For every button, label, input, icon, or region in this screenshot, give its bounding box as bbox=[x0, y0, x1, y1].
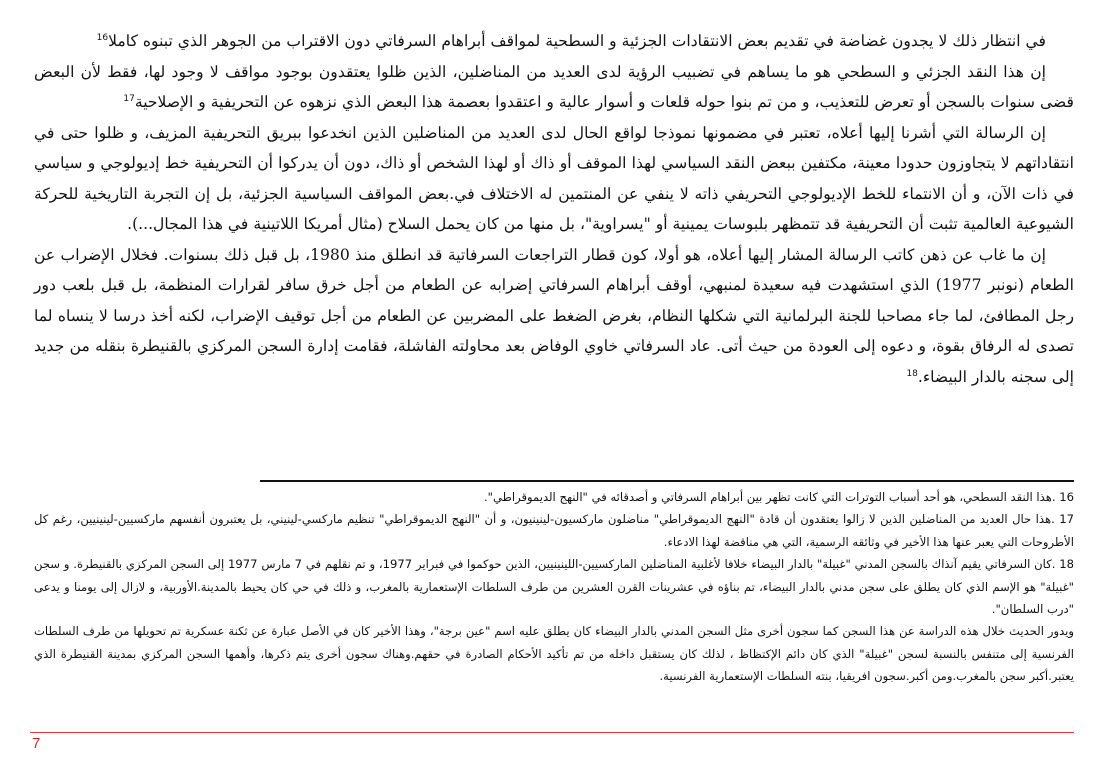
page-footer-rule bbox=[30, 732, 1074, 733]
footnote-18: 18 .كان السرفاتي يقيم آنذاك بالسجن المدني "غبيلة" بالدار البيضاء خلافا لأغلبية المناضلين الماركسيين-اللينينيين، الذين حوكموا في فبراير 1977، و تم نقلهم في 7 مارس 1977 إلى السجن المركزي بالقنيطرة. و سجن "غبيلة" هو الإسم الذي كان يطلق على سجن مدني بالدار البيضاء، تم بناؤه في عشرينات القرن العشرين من طرف السلطات الإستعمارية بالمغرب، و ذلك في حي كان يحيط بالمدينة.الأوربية، و لازال إلى يومنا و يدعى "درب السلطان". bbox=[34, 557, 1074, 617]
footnote-ref-17[interactable]: 17 bbox=[123, 93, 135, 104]
paragraph-text: إن هذا النقد الجزئي و السطحي هو ما يساهم في تضبيب الرؤية لدى العديد من المناضلين، الذين ظلوا يعتقدون بوجود مواقف لا وجود لها، فقط لأن البعض قضى سنوات بالسجن أو تعرض للتعذيب، و من تم بنوا حوله قلعات و أسوار عالية و اعتقدوا بعصمة هذا البعض الذي نزهوه عن التحريفية و الإصلاحية bbox=[34, 62, 1074, 111]
footnote-separator bbox=[260, 480, 1074, 482]
footnote-ref-18[interactable]: 18 bbox=[906, 368, 918, 379]
paragraph-3 bbox=[34, 118, 1074, 240]
paragraph-text: في انتظار ذلك لا يجدون غضاضة في تقديم بعض الانتقادات الجزئية و السطحية لمواقف أبراهام السرفاتي دون الاقتراب من الجوهر الذي تبنوه كاملا bbox=[108, 32, 1046, 50]
page-number: 7 bbox=[32, 735, 41, 752]
paragraph-2 bbox=[34, 57, 1074, 118]
paragraph-text: إن ما غاب عن ذهن كاتب الرسالة المشار إليها أعلاه، هو أولا، كون قطار التراجعات السرفاتية قد انطلق منذ 1980، بل قبل ذلك بسنوات. فخلال الإضراب عن الطعام (نونبر 1977) الذي استشهدت فيه سعيدة لمنبهي، أوقف أبراهام السرفاتي إضرابه عن الطعام من أجل خرق سافر لقرارات المنظمة، بل قبل بلعب دور رجل المطافئ، لما جاء مصاحبا للجنة البرلمانية التي شكلها النظام، بغرض الضغط على المضربين عن الطعام من أجل توقيف الإضراب، لكنه أخذ درسا لا ينساه لما تصدى له الرفاق بقوة، و دعوه إلى العودة من حيث أتى. عاد السرفاتي خاوي الوفاض بعد محاولته الفاشلة، فقامت إدارة السجن المركزي بالقنيطرة بنقله من جديد إلى سجنه بالدار البيضاء. bbox=[34, 245, 1074, 386]
main-text bbox=[34, 26, 1074, 392]
footnote-ref-16[interactable]: 16 bbox=[96, 32, 109, 43]
paragraph-text: إن الرسالة التي أشرنا إليها أعلاه، تعتبر في مضمونها نموذجا لواقع الحال لدى العديد من المناضلين الذين انخدعوا ببريق التحريفية المزيف، و ظلوا حتى في انتقاداتهم لا يتجاوزون حدودا معينة، مكتفين ببعض النقد السياسي لهذا الموقف أو ذاك أو لهذا الشخص أو ذاك، دون أن يدركوا أن التحريفية خط إديولوجي و سياسي في ذات الآن، و أن الانتماء للخط الإديولوجي التحريفي ذاته لا ينفي عن المنتمين له الاختلاف في.بعض المواقف السياسية الجزئية، بل إن التجربة التاريخية للحركة الشيوعية العالمية تثبت أن التحريفية قد تتمظهر بلبوسات يمينية أو "يسراوية"، بل منها من كان يحمل السلاح (مثال أمريكا اللاتينية في هذا المجال...). bbox=[34, 123, 1074, 233]
footnote-18-continued: ويدور الحديث خلال هذه الدراسة عن هذا السجن كما سجون أخرى مثل السجن المدني بالدار البيضاء كان يطلق عليه اسم "عين برجة"، وهذا الأخير كان في الأصل عبارة عن ثكنة عسكرية تم تحويلها من طرف السلطات الفرنسية إلى متنفس بالنسبة لسجن "غبيلة" الذي كان دائم الإكتظاظ ، لذلك كان يستقبل داخله من تم تأكيد الأحكام الصادرة في حقهم.وهناك سجون أخرى يتم ذكرها، وأهمها السجن المركزي بمدينة القنيطرة الذي يعتبر.أكبر سجن بالمغرب.ومن أكبر.سجون افريقيا، بنته السلطات الإستعمارية الفرنسية. bbox=[34, 624, 1074, 684]
paragraph-1 bbox=[34, 26, 1074, 57]
footnote-16: 16 .هذا النقد السطحي، هو أحد أسباب التوترات التي كانت تظهر بين أبراهام السرفاتي و أصدقائه في "النهج الديموقراطي". bbox=[483, 490, 1074, 504]
footnote-17: 17 .هذا حال العديد من المناضلين الذين لا زالوا يعتقدون أن قادة "النهج الديموقراطي" مناضلون ماركسيون-لينينيون، و أن "النهج الديموقراطي" تنظيم ماركسي-لينيني، بل يعتبرون أنفسهم ماركسيين-لينينيين، رغم كل الأطروحات التي يعبر عنها هذا الأخير في وثائقه الرسمية، التي هي مناقضة لهذا الادعاء. bbox=[34, 512, 1074, 549]
paragraph-4 bbox=[34, 240, 1074, 393]
footnotes bbox=[34, 486, 1074, 688]
